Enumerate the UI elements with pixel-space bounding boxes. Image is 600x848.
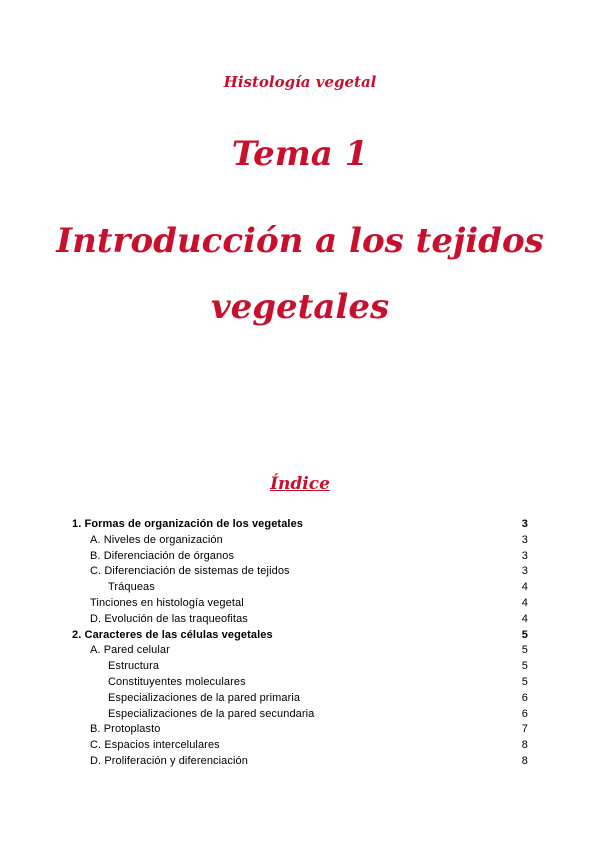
toc-entry[interactable] [70, 517, 528, 533]
toc-entry[interactable] [70, 564, 528, 580]
toc-entry-text: D. Proliferación y diferenciación [90, 754, 248, 767]
toc-entry[interactable] [70, 643, 528, 659]
page-title: Introducción a los tejidos vegetales [56, 221, 544, 327]
toc-entry-page: 3 [521, 565, 528, 578]
table-of-contents [70, 517, 528, 770]
toc-entry-text: Tinciones en histología vegetal [90, 596, 244, 609]
toc-entry-page: 5 [521, 660, 528, 673]
toc-entry-page: 6 [521, 691, 528, 704]
toc-entry-text: 2. Caracteres de las células vegetales [72, 628, 273, 641]
toc-entry-page: 8 [521, 739, 528, 752]
toc-entry-page: 3 [521, 549, 528, 562]
toc-entry-text: Especializaciones de la pared primaria [108, 691, 301, 704]
toc-entry-page: 4 [521, 596, 528, 609]
toc-entry-text: Especializaciones de la pared secundaria [108, 707, 315, 720]
index-heading: Índice [270, 474, 330, 494]
toc-entry-page: 5 [521, 644, 528, 657]
toc-entry-page: 5 [521, 628, 528, 641]
toc-entry-page: 8 [521, 754, 528, 767]
toc-entry-page: 6 [521, 707, 528, 720]
toc-entry[interactable] [70, 675, 528, 691]
topic-number: Tema 1 [231, 134, 369, 174]
toc-entry[interactable] [70, 533, 528, 549]
toc-entry-page: 5 [521, 675, 528, 688]
toc-entry[interactable] [70, 580, 528, 596]
toc-entry-page: 3 [521, 533, 528, 546]
toc-entry-page: 4 [521, 581, 528, 594]
toc-entry[interactable] [70, 754, 528, 770]
toc-entry-text: A. Pared celular [90, 644, 170, 657]
toc-entry-page: 7 [521, 723, 528, 736]
subject-title: Histología vegetal [223, 73, 377, 91]
toc-entry-text: D. Evolución de las traqueofitas [90, 612, 248, 625]
toc-entry[interactable] [70, 691, 528, 707]
toc-entry-page: 3 [521, 518, 528, 530]
toc-entry[interactable] [70, 722, 528, 738]
toc-entry-text: B. Diferenciación de órganos [90, 549, 235, 562]
toc-entry-text: B. Protoplasto [90, 723, 161, 736]
toc-entry-page: 4 [521, 612, 528, 625]
toc-entry-text: C. Diferenciación de sistemas de tejidos [90, 565, 290, 578]
toc-entry[interactable] [70, 707, 528, 723]
toc-entry-text: Tráqueas [108, 581, 155, 594]
toc-entry[interactable] [70, 596, 528, 612]
toc-entry-text: 1. Formas de organización de los vegetales [72, 518, 303, 530]
toc-entry-text: A. Niveles de organización [90, 533, 223, 546]
toc-entry[interactable] [70, 659, 528, 675]
toc-entry-text: Constituyentes moleculares [108, 675, 246, 688]
toc-entry[interactable] [70, 549, 528, 565]
toc-entry-text: Estructura [108, 660, 160, 673]
toc-entry[interactable] [70, 628, 528, 644]
toc-entry-text: C. Espacios intercelulares [90, 739, 220, 752]
toc-entry[interactable] [70, 612, 528, 628]
toc-entry[interactable] [70, 738, 528, 754]
